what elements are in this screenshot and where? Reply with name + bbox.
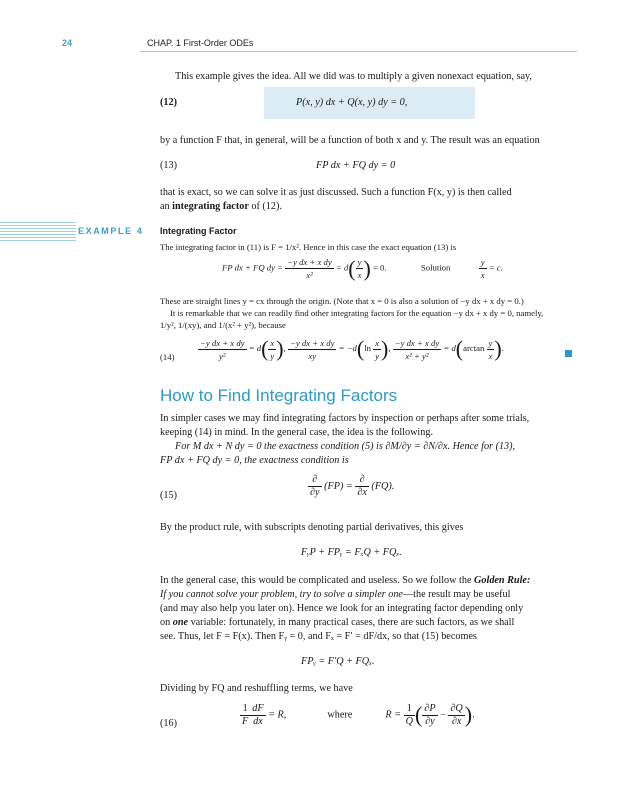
eq14-label: (14) [160,352,175,362]
end-of-example-square [565,350,572,357]
eq15-label: (15) [160,490,177,501]
golden-rule: Golden Rule: [474,575,531,586]
paragraph-after-13-line1: that is exact, so we can solve it as just discussed. Such a function F(x, y) is then called [160,187,512,198]
p4-line2: If you cannot solve your problem, try to solve a simpler one—the result may be useful [160,589,511,600]
eq12: P(x, y) dx + Q(x, y) dy = 0, [296,97,408,108]
paragraph-after-12: by a function F that, in general, will be a function of both x and y. The result was an equation [160,135,540,146]
example-equation: FP dx + FQ dy = $\frac{\text{−y dx + x dy}}{\text{x²}}$ = d( $\frac{y}{x}$ ) = 0. Solution $\frac{y}{x}$ = c. [222,256,503,281]
p1-line1: In simpler cases we may find integrating factors by inspection or perhaps after some trials, [160,413,530,424]
eq15: $\frac{\partial}{\partial y}$ (FP) = $\frac{\partial}{\partial x}$ (FQ). [310,474,395,498]
example-title: Integrating Factor [160,226,237,236]
eq16-label: (16) [160,718,177,729]
p4-line5: see. Thus, let F = F(x). Then Fᵧ = 0, and Fₓ = F′ = dF/dx, so that (15) becomes [160,631,477,642]
section-title: How to Find Integrating Factors [160,386,398,405]
intro-text: This example gives the idea. All we did was to multiply a given nonexact equation, say, [175,71,532,82]
p1-line2: keeping (14) in mind. In the general case, the idea is the following. [160,427,433,438]
p5: Dividing by FQ and reshuffling terms, we have [160,683,353,694]
running-header: CHAP. 1 First-Order ODEs [147,38,254,48]
eq14: $\frac{\text{−y dx + x dy}}{\text{y²}}$ = d( $\frac{x}{y}$ ), $\frac{\text{−y dx + x dy}}{xy}$ = −d(ln $\frac{x}{y}$ ), $\frac{\text{−y dx + x dy}}{\text{x² + y²}}$ = d(arctan $\frac{y}{x}$ ). [200,336,504,361]
p2-line2: FP dx + FQ dy = 0, the exactness condition is [160,455,349,466]
eq-product-rule: FᵧP + FPᵧ = FₓQ + FQₓ. [301,547,402,558]
p2-line1: For M dx + N dy = 0 the exactness condition (5) is ∂M/∂y = ∂N/∂x. Hence for (13), [175,441,516,452]
example-decoration [0,222,76,242]
p4-line1: In the general case, this would be complicated and useless. So we follow the Golden Rule: [160,575,531,586]
integrating-factor-term: integrating factor [172,201,249,212]
example-line1: The integrating factor in (11) is F = 1/x². Hence in this case the exact equation (13) is [160,242,457,252]
header-rule [140,51,577,52]
eq-fpy: FPᵧ = F′Q + FQₓ. [301,656,375,667]
example-line4: 1/y², 1/(xy), and 1/(x² + y²), because [160,320,286,330]
example-line2: These are straight lines y = cx through the origin. (Note that x = 0 is also a solution of −y dx + x dy = 0.) [160,296,524,306]
example-label: EXAMPLE 4 [78,226,144,236]
example-line3: It is remarkable that we can readily find other integrating factors for the equation −y dx + x dy = 0, namely, [170,308,544,318]
solution-label: Solution [420,262,451,273]
p4-line3: (and may also help you later on). Hence we look for an integrating factor depending only [160,603,524,614]
p4-line4: on one variable: fortunately, in many practical cases, there are such factors, as we shall [160,617,515,628]
eq16: $\frac{1}{F}$ $\frac{dF}{dx}$ = R, where R = $\frac{1}{Q}$ ( $\frac{\partial P}{\partial y}$ − $\frac{\partial Q}{\partial x}$ ). [242,702,475,727]
eq13: FP dx + FQ dy = 0 [316,160,396,171]
p3: By the product rule, with subscripts denoting partial derivatives, this gives [160,522,464,533]
eq13-label: (13) [160,160,177,171]
eq12-label: (12) [160,97,177,108]
page-number: 24 [62,38,73,48]
paragraph-after-13-line2: an integrating factor of (12). [160,201,282,212]
